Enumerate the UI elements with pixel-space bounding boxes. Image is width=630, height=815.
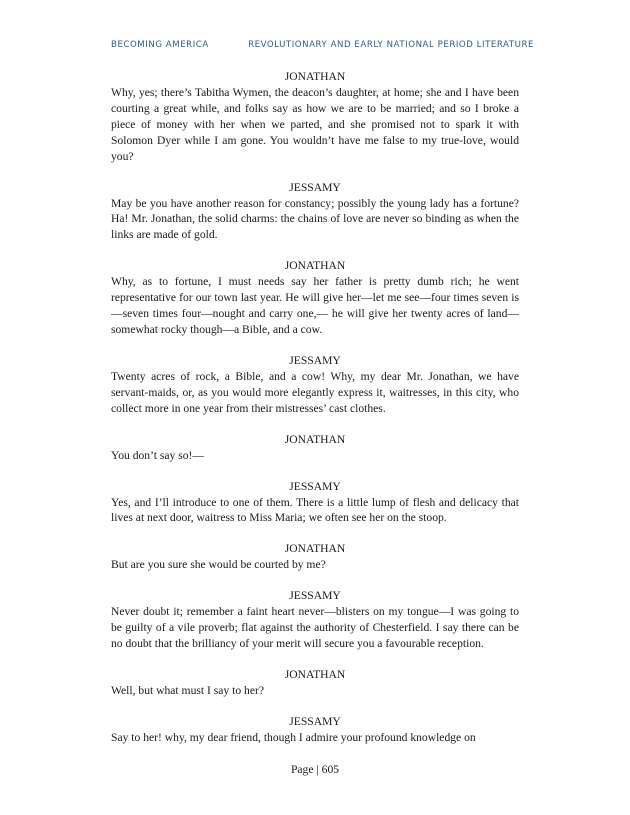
dialogue-body [111,70,519,762]
dialogue-block [111,715,519,746]
speech-text: You don’t say so!— [111,448,204,462]
dialogue-block [111,181,519,244]
speaker-name: JONATHAN [284,70,346,83]
speech-text: May be you have another reason for constancy; possibly the young lady has a fortune? Ha! Mr. Jonathan, the solid charms: the chains of love are never so binding as when the links are made of gold. [111,196,519,242]
header-section-title: REVOLUTIONARY AND EARLY NATIONAL PERIOD LITERATURE [248,40,534,50]
dialogue-block [111,668,519,699]
page-footer [0,763,630,776]
page-separator: | [316,763,319,776]
page-label: Page [290,763,314,776]
speaker-name: JONATHAN [284,542,346,556]
speaker-name: JONATHAN [284,432,346,446]
speech-text: Say to her! why, my dear friend, though I admire your profound knowledge on [111,730,476,744]
speech-text: Well, but what must I say to her? [111,683,264,697]
header-book-title: BECOMING AMERICA [111,40,209,50]
speaker-name: JESSAMY [289,353,341,367]
dialogue-block [111,259,519,338]
speaker-name: JONATHAN [284,667,346,681]
dialogue-block [111,480,519,527]
speaker-name: JONATHAN [284,259,346,273]
dialogue-block [111,433,519,464]
dialogue-block [111,354,519,417]
speech-text: But are you sure she would be courted by me? [111,558,326,572]
running-header [111,40,534,50]
speech-text: Twenty acres of rock, a Bible, and a cow! Why, my dear Mr. Jonathan, we have servant-maids, or, as you would more elegantly express it, waitresses, in this city, who collect more in one year from their mistresses’ cast clothes. [111,369,519,415]
speech-text: Why, as to fortune, I must needs say her father is pretty dumb rich; he went representative for our town last year. He will give her—let me see—four times seven is—seven times four—nought and carry one,— he will give her twenty acres of land—somewhat rocky though—a Bible, and a cow. [111,275,519,336]
speaker-name: JESSAMY [289,589,341,603]
speech-text: Never doubt it; remember a faint heart never—blisters on my tongue—I was going to be guilty of a vile proverb; flat against the authority of Chesterfield. I say there can be no doubt that the brilliancy of your merit will secure you a favourable reception. [111,605,519,651]
speech-text: Yes, and I’ll introduce to one of them. There is a little lump of flesh and delicacy that lives at next door, waitress to Miss Maria; we often see her on the stoop. [111,495,519,525]
speaker-name: JESSAMY [289,714,341,728]
speaker-name: JESSAMY [289,180,341,194]
dialogue-block [111,70,519,165]
dialogue-block [111,542,519,573]
dialogue-block [111,589,519,652]
speaker-name: JESSAMY [289,479,341,493]
speech-text: Why, yes; there’s Tabitha Wymen, the deacon’s daughter, at home; she and I have been courting a great while, and folks say as how we are to be married; and so I broke a piece of money with her when we parted, and she promised not to spark it with Solomon Dyer while I am gone. You wouldn’t have me false to my true-love, would you? [111,86,519,163]
page-number: 605 [321,763,340,776]
